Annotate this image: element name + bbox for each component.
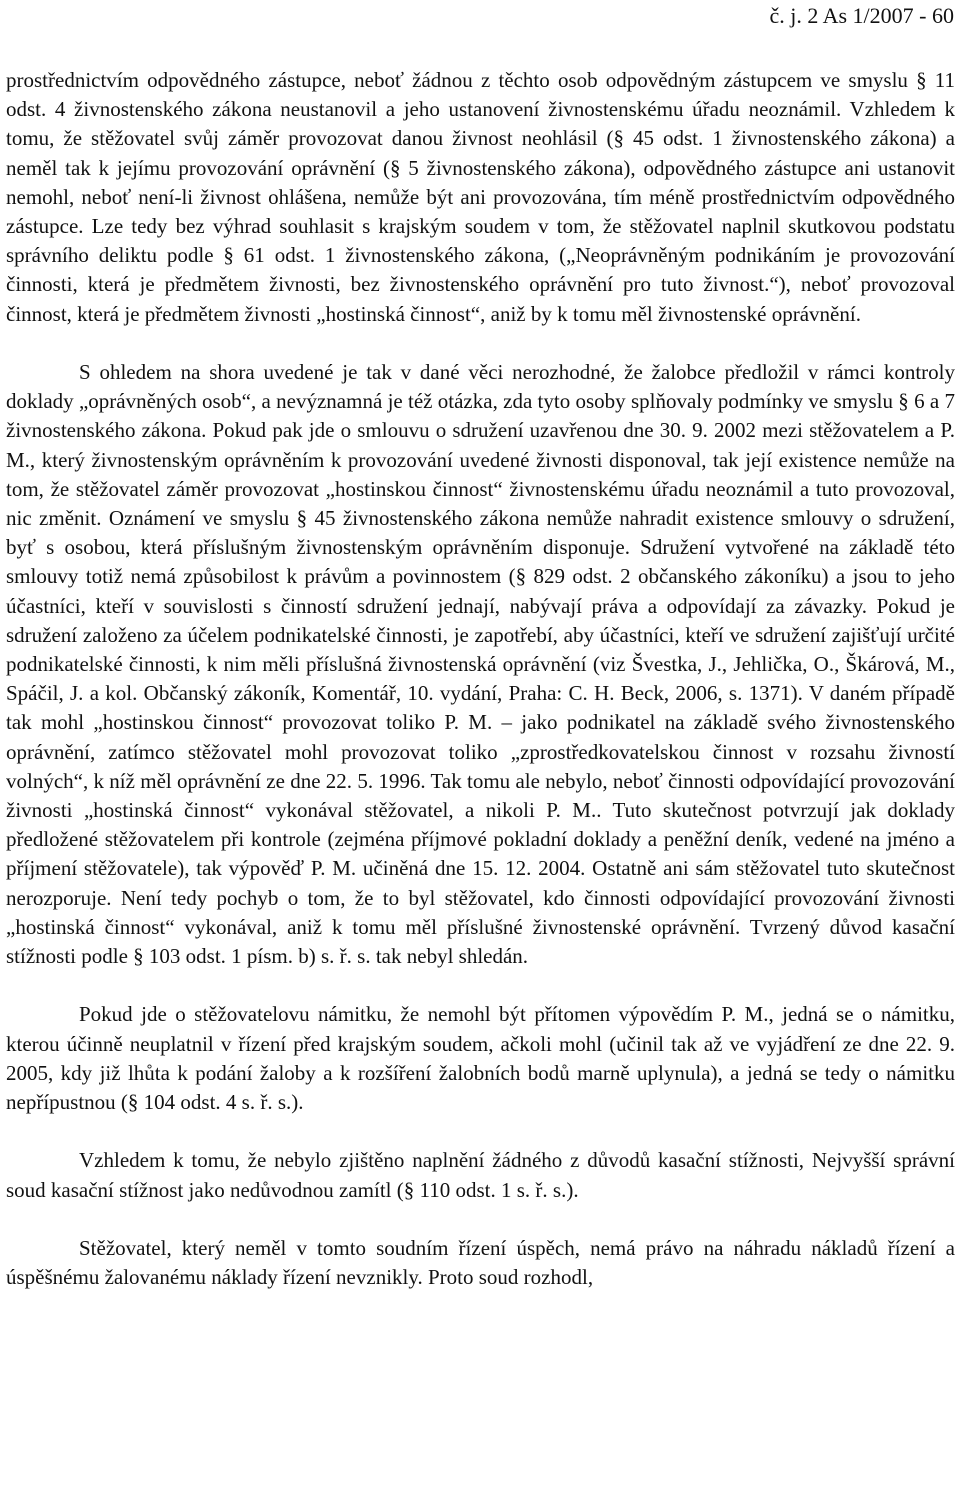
paragraph-dismissal: Vzhledem k tomu, že nebylo zjištěno naplnění žádného z důvodů kasační stížnosti, Nejvyšší správní soud kasační stížnost jako nedůvodnou zamítl (§ 110 odst. 1 s. ř. s.). [6,1148,955,1202]
paragraph-offense-reasoning: prostřednictvím odpovědného zástupce, neboť žádnou z těchto osob odpovědným zástupcem ve smyslu § 11 odst. 4 živnostenského zákona neustanovil a jeho ustanovení živnostenskému úřadu neoznámil. Vzhledem k tomu, že stěžovatel svůj záměr provozovat danou živnost neohlásil (§ 45 odst. 1 živnostenského zákona) a neměl tak k jejímu provozování oprávnění (§ 5 živnostenského zákona), odpovědného zástupce ani ustanovit nemohl, neboť není-li živnost ohlášena, nemůže být ani provozována, tím méně prostřednictvím odpovědného zástupce. Lze tedy bez výhrad souhlasit s krajským soudem v tom, že stěžovatel naplnil skutkovou podstatu správního deliktu podle § 61 odst. 1 živnostenského zákona, („Neoprávněným podnikáním je provozování činnosti, která je předmětem živnosti, bez živnostenského oprávnění pro tuto živnost.“), neboť provozoval činnost, která je předmětem živnosti „hostinská činnost“, aniž by k tomu měl živnostenské oprávnění. [6,68,955,326]
paragraph-costs: Stěžovatel, který neměl v tomto soudním řízení úspěch, nemá právo na náhradu nákladů řízení a úspěšnému žalovanému náklady řízení nevznikly. Proto soud rozhodl, [6,1236,955,1290]
paragraph-association-contract: S ohledem na shora uvedené je tak v dané věci nerozhodné, že žalobce předložil v rámci kontroly doklady „oprávněných osob“, a nevýznamná je též otázka, zda tyto osoby splňovaly podmínky ve smyslu § 6 a 7 živnostenského zákona. Pokud pak jde o smlouvu o sdružení uzavřenou dne 30. 9. 2002 mezi stěžovatelem a P. M., který živnostenským oprávněním k provozování uvedené živnosti disponoval, tak její existence nemůže na tom, že stěžovatel záměr provozovat „hostinskou činnost“ živnostenskému úřadu neoznámil a tuto provozoval, nic změnit. Oznámení ve smyslu § 45 živnostenského zákona nemůže nahradit existence smlouvy o sdružení, byť s osobou, která příslušným živnostenským oprávněním disponuje. Sdružení vytvořené na základě této smlouvy totiž nemá způsobilost k právům a povinnostem (§ 829 odst. 2 občanského zákoníku) a jsou to jeho účastníci, kteří v souvislosti s činností sdružení jednají, nabývají práva a odpovídají za závazky. Pokud je sdružení založeno za účelem podnikatelské činnosti, je zapotřebí, aby účastníci, kteří ve sdružení zajišťují určité podnikatelské činnosti, k nim měli příslušná živnostenská oprávnění (viz Švestka, J., Jehlička, O., Škárová, M., Spáčil, J. a kol. Občanský zákoník, Komentář, 10. vydání, Praha: C. H. Beck, 2006, s. 1371). V daném případě tak mohl „hostinskou činnost“ provozovat toliko P. M. – jako podnikatel na základě svého živnostenského oprávnění, zatímco stěžovatel mohl provozovat toliko „zprostředkovatelskou činnost v rozsahu živností volných“, k níž měl oprávnění ze dne 22. 5. 1996. Tak tomu ale nebylo, neboť činnosti odpovídající provozování živnosti „hostinská činnost“ vykonával stěžovatel, a nikoli P. M.. Tuto skutečnost potvrzují jak doklady předložené stěžovatelem při kontrole (zejména příjmové pokladní doklady a peněžní deník, vedené na jméno a příjmení stěžovatele), tak výpověď P. M. učiněná dne 15. 12. 2004. Ostatně ani sám stěžovatel tuto skutečnost nerozporuje. Není tedy pochyb o tom, že to byl stěžovatel, kdo činnosti odpovídající provozování živnosti „hostinská činnost“ vykonával, aniž k tomu měl příslušné živnostenské oprávnění. Tvrzený důvod kasační stížnosti podle § 103 odst. 1 písm. b) s. ř. s. tak nebyl shledán. [6,360,955,969]
paragraph-testimony-objection: Pokud jde o stěžovatelovu námitku, že nemohl být přítomen výpovědím P. M., jedná se o námitku, kterou účinně neuplatnil v řízení před krajským soudem, ačkoli mohl (učinil tak až ve vyjádření ze dne 22. 9. 2005, kdy již lhůta k podání žaloby a k rozšíření žalobních bodů marně uplynula), a jedná se tedy o námitku nepřípustnou (§ 104 odst. 4 s. ř. s.). [6,1002,955,1115]
case-number-header: č. j. 2 As 1/2007 - 60 [769,3,954,28]
document-body [6,66,955,1292]
